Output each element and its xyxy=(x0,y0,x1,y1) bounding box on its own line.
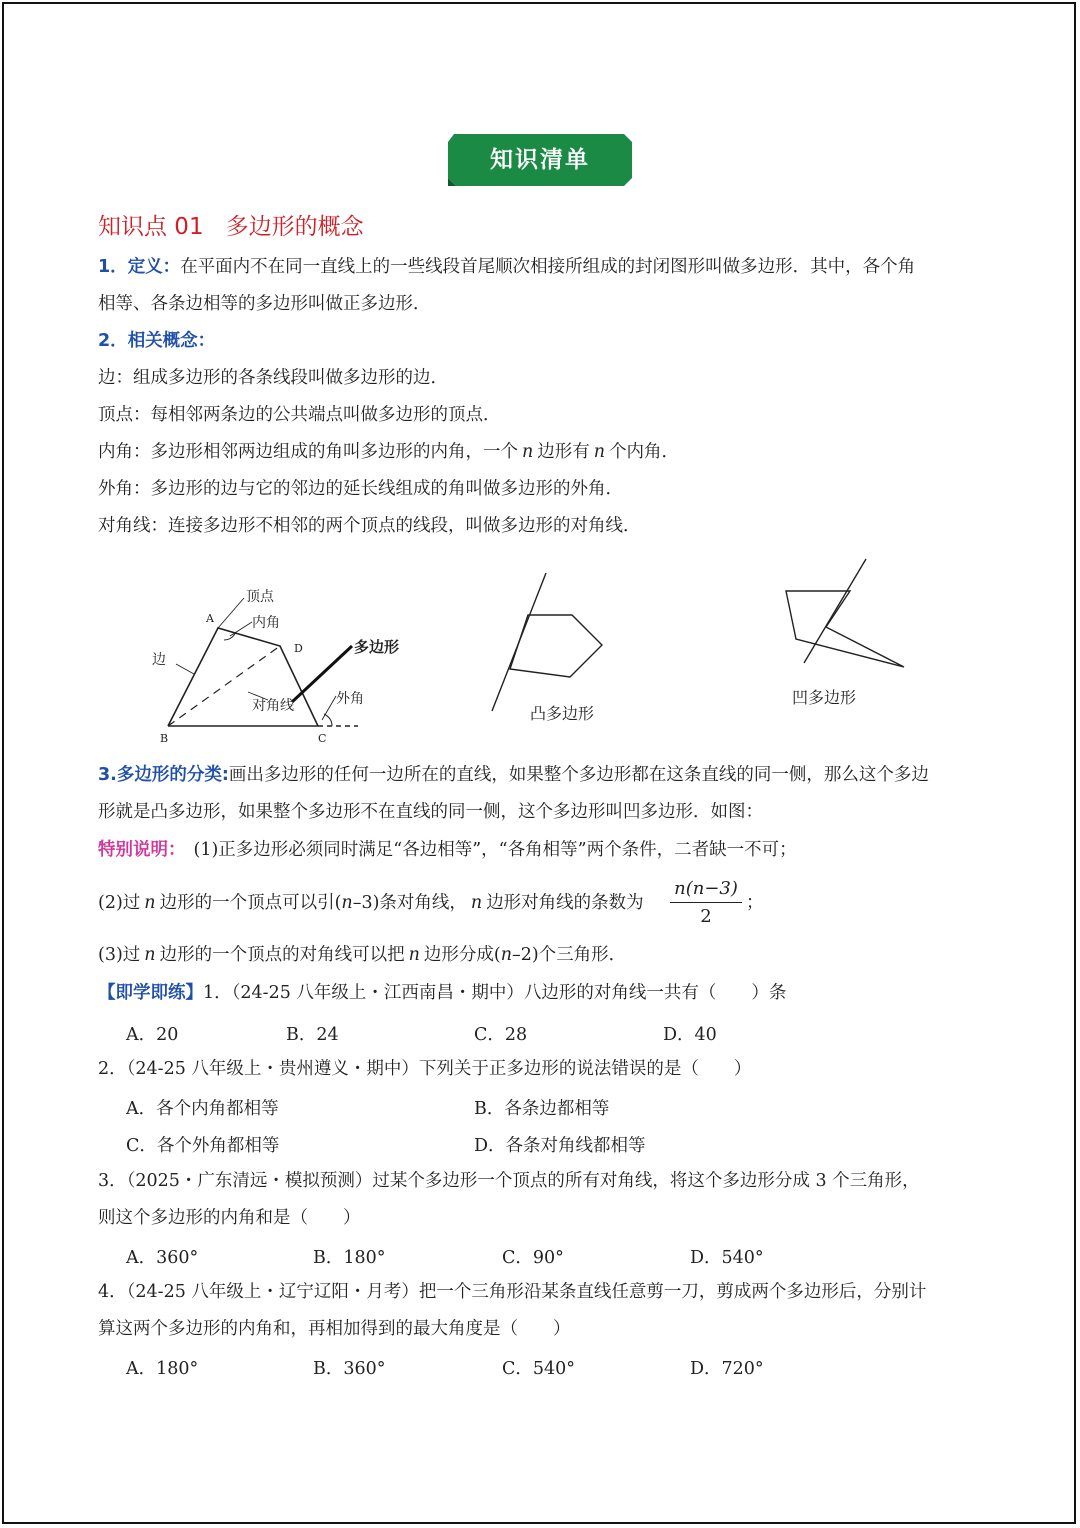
practice-q1 xyxy=(98,982,786,1004)
concept-exterior-angle: 外角：多边形的边与它的邻边的延长线组成的角叫做多边形的外角． xyxy=(98,479,623,499)
q1-option-c: C．28 xyxy=(474,1025,528,1045)
var-n: n xyxy=(470,893,483,913)
q1-option-a: A．20 xyxy=(126,1025,179,1045)
related-heading xyxy=(98,330,215,352)
note3-c: 边形分成( xyxy=(423,945,501,965)
var-n: n xyxy=(144,945,156,965)
definition-label: 定义： xyxy=(127,257,181,277)
label-edge: 边 xyxy=(152,652,166,668)
interior-text-c: 个内角． xyxy=(609,442,680,462)
note2-a: (2)过 xyxy=(98,893,141,913)
section-title: 多边形的概念 xyxy=(225,214,364,240)
concept-edge: 边：组成多边形的各条线段叫做多边形的边． xyxy=(98,368,448,388)
note2-b: 边形的一个顶点可以引( xyxy=(159,893,342,913)
practice-q3-line-1: 3．（2025・广东清远・模拟预测）过某个多边形一个顶点的所有对角线，将这个多边形分成 3 个三角形， xyxy=(98,1171,920,1191)
q3-option-c: C．90° xyxy=(502,1248,564,1268)
convex-caption: 凸多边形 xyxy=(530,704,595,723)
var-n: n xyxy=(144,893,156,913)
concave-caption: 凹多边形 xyxy=(792,688,857,707)
related-label: 相关概念： xyxy=(127,331,216,351)
concept-interior-angle xyxy=(98,441,679,463)
concept-vertex: 顶点：每相邻两条边的公共端点叫做多边形的顶点． xyxy=(98,405,501,425)
q4-option-c: C．540° xyxy=(502,1359,576,1379)
q3-option-d: D．540° xyxy=(690,1248,764,1268)
practice-q2: 2．（24-25 八年级上・贵州遵义・期中）下列关于正多边形的说法错误的是（ ） xyxy=(98,1059,752,1079)
concave-polygon-diagram xyxy=(770,555,920,715)
point-c: C xyxy=(318,732,327,745)
diagonal-count-fraction xyxy=(670,876,742,929)
section-number: 知识点 01 xyxy=(98,214,204,240)
label-diagonal: 对角线 xyxy=(252,698,294,714)
var-n: n xyxy=(341,893,353,913)
q4-option-b: B．360° xyxy=(313,1359,386,1379)
definition-text-1: 在平面内不在同一直线上的一些线段首尾顺次相接所组成的封闭图形叫做多边形．其中，各个角 xyxy=(180,257,916,277)
q2-option-b: B．各条边都相等 xyxy=(474,1099,610,1119)
special-note-1-text: (1)正多边形必须同时满足“各边相等”，“各角相等”两个条件，二者缺一不可； xyxy=(193,840,797,860)
classification-line-1 xyxy=(98,764,929,786)
q2-option-d: D．各条对角线都相等 xyxy=(474,1136,646,1156)
var-n: n xyxy=(500,945,512,965)
note2-d: 边形对角线的条数为 xyxy=(486,893,644,913)
note2-end: ； xyxy=(746,893,764,913)
q4-option-a: A．180° xyxy=(126,1359,199,1379)
section-heading xyxy=(98,208,364,241)
label-interior-angle: 内角 xyxy=(252,615,280,631)
q1-option-b: B．24 xyxy=(286,1025,339,1045)
label-polygon: 多边形 xyxy=(354,638,400,656)
note2-c: –3)条对角线， xyxy=(352,893,467,913)
label-vertex: 顶点 xyxy=(246,589,274,605)
practice-q3-line-2: 则这个多边形的内角和是（ ） xyxy=(98,1208,361,1228)
var-n: n xyxy=(408,945,420,965)
definition-line-2: 相等、各条边相等的多边形叫做正多边形． xyxy=(98,294,431,314)
q2-option-c: C．各个外角都相等 xyxy=(126,1136,280,1156)
q2-option-a: A．各个内角都相等 xyxy=(126,1099,279,1119)
fraction-denominator: 2 xyxy=(700,906,712,927)
point-d: D xyxy=(294,642,303,655)
banner-title: 知识清单 xyxy=(490,147,590,173)
classification-text-1: 画出多边形的任何一边所在的直线，如果整个多边形都在这条直线的同一侧，那么这个多边 xyxy=(228,765,929,785)
var-n: n xyxy=(593,442,606,462)
note3-a: (3)过 xyxy=(98,945,141,965)
fraction-numerator: n(n−3) xyxy=(670,876,742,903)
related-number: 2． xyxy=(98,331,128,351)
note3-d: –2)个三角形． xyxy=(511,945,627,965)
special-note-3 xyxy=(98,944,626,966)
classification-line-2: 形就是凸多边形，如果整个多边形不在直线的同一侧，这个多边形叫凹多边形．如图： xyxy=(98,802,763,822)
interior-text-a: 内角：多边形相邻两边组成的角叫多边形的内角，一个 xyxy=(98,442,518,462)
convex-polygon-diagram xyxy=(480,565,630,735)
point-a: A xyxy=(206,612,214,625)
interior-text-b: 边形有 xyxy=(537,442,590,462)
q1-option-d: D．40 xyxy=(663,1025,717,1045)
label-exterior-angle: 外角 xyxy=(336,691,364,707)
q1-text: 1．（24-25 八年级上・江西南昌・期中）八边形的对角线一共有（ ）条 xyxy=(203,983,787,1003)
practice-label: 【即学即练】 xyxy=(98,983,203,1003)
var-n: n xyxy=(522,442,534,462)
definition-number: 1． xyxy=(98,257,128,277)
practice-q4-line-2: 算这两个多边形的内角和，再相加得到的最大角度是（ ） xyxy=(98,1319,571,1339)
practice-q4-line-1: 4．（24-25 八年级上・辽宁辽阳・月考）把一个三角形沿某条直线任意剪一刀，剪成两个多边形后，分别计 xyxy=(98,1282,927,1302)
special-label: 特别说明： xyxy=(98,840,186,860)
polygon-diagram xyxy=(140,580,430,750)
q4-option-d: D．720° xyxy=(690,1359,764,1379)
point-b: B xyxy=(160,732,169,745)
definition-line-1 xyxy=(98,256,915,278)
note3-b: 边形的一个顶点的对角线可以把 xyxy=(159,945,405,965)
special-note-1 xyxy=(98,839,797,861)
q3-option-b: B．180° xyxy=(313,1248,386,1268)
classification-label: 3.多边形的分类: xyxy=(98,765,229,785)
special-note-2 xyxy=(98,892,644,914)
q3-option-a: A．360° xyxy=(126,1248,199,1268)
concept-diagonal: 对角线：连接多边形不相邻的两个顶点的线段，叫做多边形的对角线． xyxy=(98,516,641,536)
